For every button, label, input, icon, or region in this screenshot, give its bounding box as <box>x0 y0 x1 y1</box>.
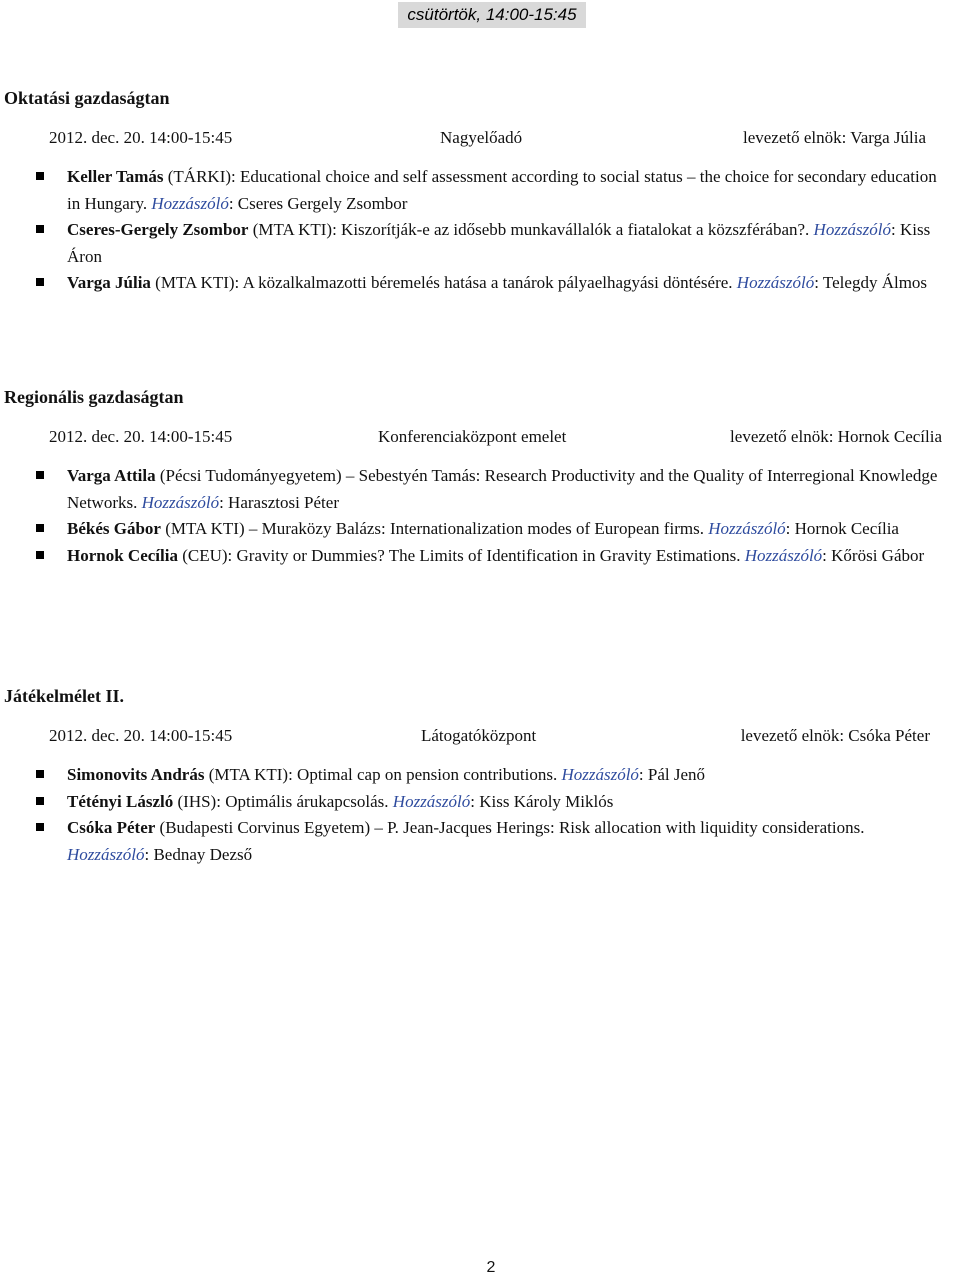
square-bullet-icon <box>36 770 44 778</box>
speaker-name: Keller Tamás <box>67 167 164 186</box>
talk-list <box>0 463 960 569</box>
list-item <box>0 516 960 543</box>
discussant-name: : Telegdy Álmos <box>814 273 928 292</box>
discussant-label: Hozzászóló <box>708 519 786 538</box>
speaker-name: Simonovits András <box>67 765 205 784</box>
discussant-name: : Kiss Károly Miklós <box>470 791 614 811</box>
talk-title: (CEU): Gravity or Dummies? The Limits of Identification in Gravity Estimations. <box>177 545 745 565</box>
session-room: Nagyelőadó <box>440 128 523 147</box>
session-date: 2012. dec. 20. 14:00-15:45 <box>49 726 233 745</box>
list-item <box>0 815 960 868</box>
session-chair: levezető elnök: Varga Júlia <box>742 128 926 147</box>
discussant-label: Hozzászóló <box>392 791 471 811</box>
section-title: Regionális gazdaságtan <box>4 387 184 407</box>
discussant-label: Hozzászóló <box>736 273 815 292</box>
square-bullet-icon <box>36 551 44 559</box>
list-item <box>0 543 960 570</box>
square-bullet-icon <box>36 225 44 233</box>
discussant-name: : Kőrösi Gábor <box>822 545 925 565</box>
talk-title: (MTA KTI) – Muraközy Balázs: Internationalization modes of European firms. <box>160 519 709 538</box>
speaker-name: Varga Attila <box>67 466 156 485</box>
session-date: 2012. dec. 20. 14:00-15:45 <box>49 128 233 147</box>
talk-title: (IHS): Optimális árukapcsolás. <box>173 791 393 811</box>
discussant-name: : Pál Jenő <box>638 765 706 784</box>
discussant-label: Hozzászóló <box>141 492 220 512</box>
session-meta <box>49 126 948 150</box>
discussant-label: Hozzászóló <box>67 844 145 864</box>
session-room: Konferenciaközpont emelet <box>378 427 567 446</box>
square-bullet-icon <box>36 797 44 805</box>
discussant-name: : Bednay Dezső <box>144 844 253 864</box>
list-item <box>0 217 960 270</box>
list-item <box>0 463 960 516</box>
talk-title: (Pécsi Tudományegyetem) – Sebestyén Tamás: Research Productivity and the Quality of Interregional Knowledge Networks. <box>67 466 938 512</box>
list-item <box>0 762 960 789</box>
speaker-name: Hornok Cecília <box>67 545 178 565</box>
page-number: 2 <box>486 1259 496 1276</box>
speaker-name: Varga Júlia <box>67 273 151 292</box>
session-room: Látogatóközpont <box>421 726 537 745</box>
discussant-name: : Cseres Gergely Zsombor <box>228 193 408 213</box>
speaker-name: Békés Gábor <box>67 519 161 538</box>
discussant-label: Hozzászóló <box>744 545 823 565</box>
discussant-name: : Hornok Cecília <box>785 519 899 538</box>
talk-list <box>0 762 960 868</box>
discussant-name: : Harasztosi Péter <box>219 492 339 512</box>
talk-title: (MTA KTI): Optimal cap on pension contributions. <box>204 765 562 784</box>
speaker-name: Csóka Péter <box>67 818 156 837</box>
square-bullet-icon <box>36 172 44 180</box>
square-bullet-icon <box>36 471 44 479</box>
session-meta <box>49 425 948 449</box>
section-title: Játékelmélet II. <box>4 686 124 706</box>
talk-title: (TÁRKI): Educational choice and self assessment according to social status – the choice for secondary education in Hungary. <box>67 167 937 213</box>
talk-title: (MTA KTI): Kiszorítják-e az idősebb munkavállalók a fiatalokat a közszférában?. <box>248 220 814 239</box>
list-item <box>0 164 960 217</box>
discussant-label: Hozzászóló <box>813 220 892 239</box>
session-date: 2012. dec. 20. 14:00-15:45 <box>49 427 233 446</box>
discussant-label: Hozzászóló <box>561 765 639 784</box>
session-chair: levezető elnök: Csóka Péter <box>740 726 930 745</box>
talk-title: (MTA KTI): A közalkalmazotti béremelés hatása a tanárok pályaelhagyási döntésére. <box>150 273 737 292</box>
session-chair: levezető elnök: Hornok Cecília <box>730 427 942 446</box>
list-item <box>0 789 960 816</box>
section-title: Oktatási gazdaságtan <box>4 88 170 108</box>
square-bullet-icon <box>36 278 44 286</box>
square-bullet-icon <box>36 823 44 831</box>
speaker-name: Cseres-Gergely Zsombor <box>67 220 249 239</box>
list-item <box>0 270 960 297</box>
discussant-name: : Kiss Áron <box>67 220 931 266</box>
discussant-label: Hozzászóló <box>151 193 229 213</box>
speaker-name: Tétényi László <box>67 791 174 811</box>
session-meta <box>49 724 948 748</box>
square-bullet-icon <box>36 524 44 532</box>
day-header: csütörtök, 14:00-15:45 <box>398 2 586 28</box>
talk-title: (Budapesti Corvinus Egyetem) – P. Jean-Jacques Herings: Risk allocation with liquidity considerations. <box>155 818 865 837</box>
talk-list <box>0 164 960 297</box>
